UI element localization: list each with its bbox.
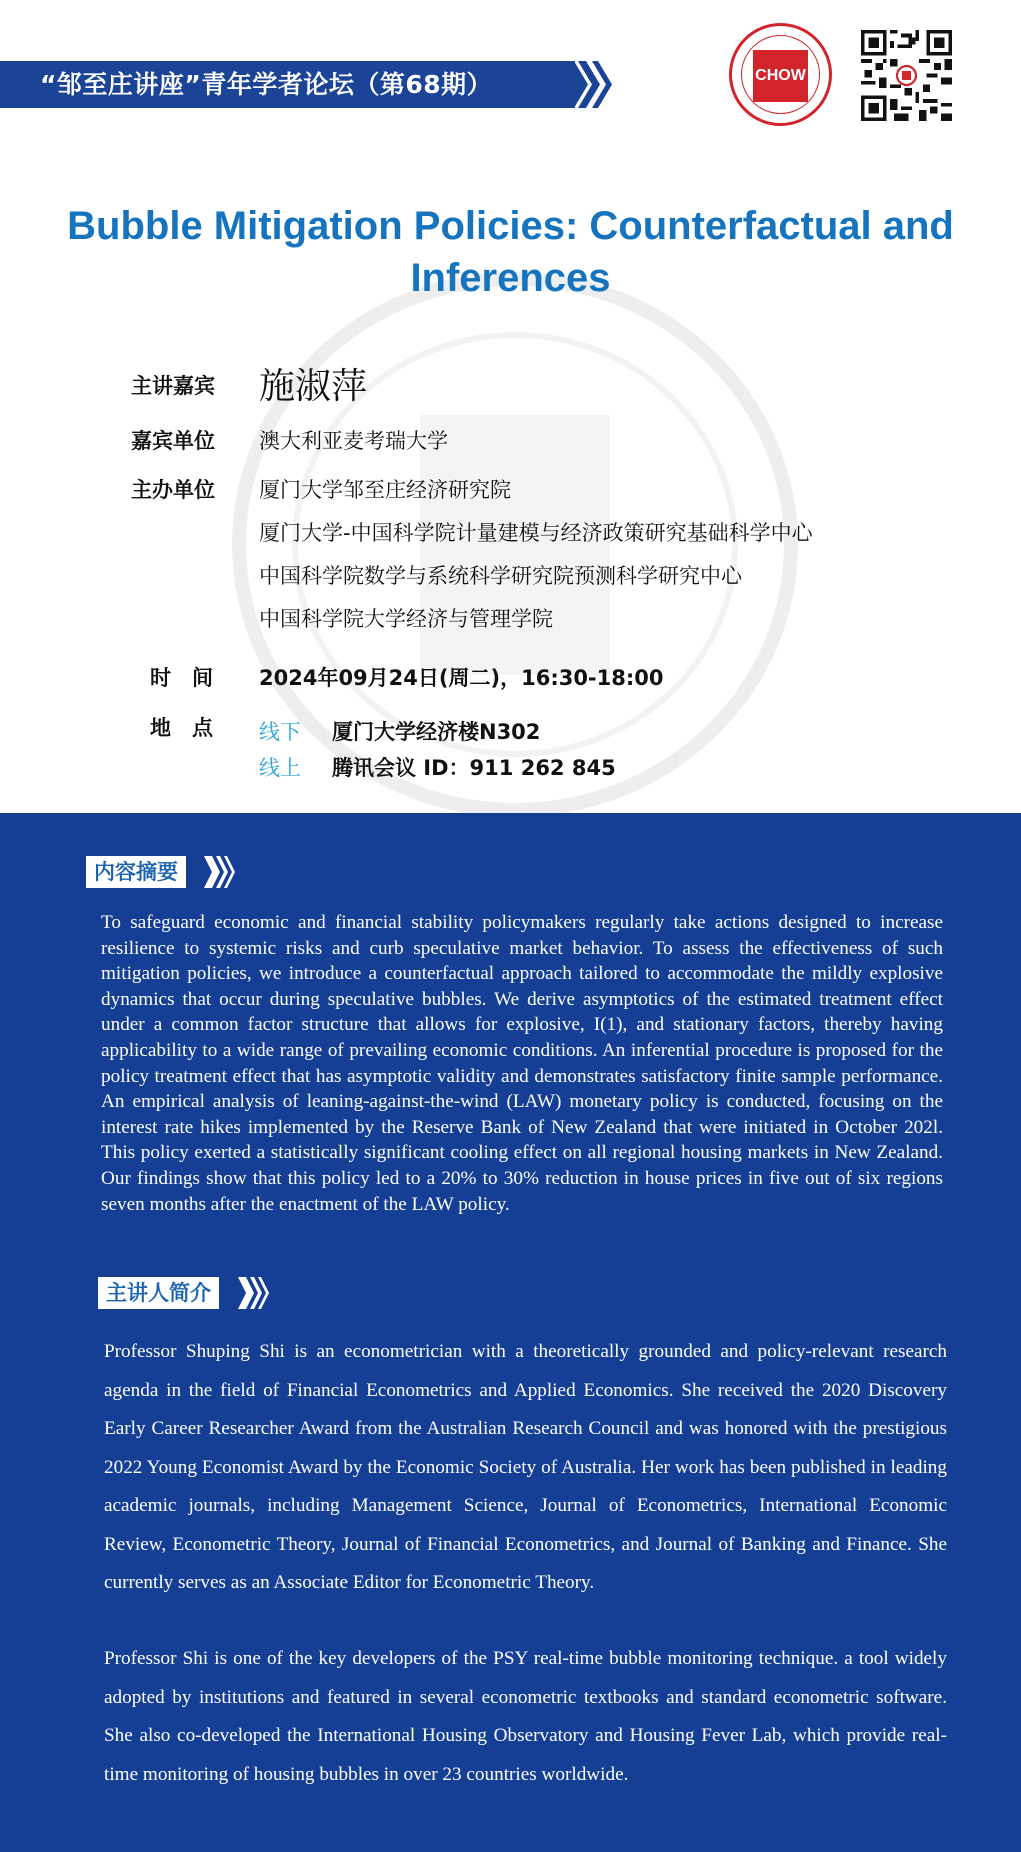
chevrons-icon [560, 61, 622, 108]
qr-code-icon[interactable] [861, 30, 952, 121]
chow-institute-logo [729, 23, 832, 126]
series-title: “邹至庄讲座”青年学者论坛（第68期） [40, 70, 493, 99]
organizer-item: 厦门大学邹至庄经济研究院 [259, 478, 511, 502]
bio-heading: 主讲人简介 [98, 1277, 219, 1309]
bio-paragraph-2: Professor Shi is one of the key developers of the PSY real-time bubble monitoring technique. a tool widely adopted by institutions and featured in several econometric textbooks and standard econometric software. She also co-developed the International Housing Observatory and Housing Fever Lab, which provide real-time monitoring of housing bubbles in over 23 countries worldwide. [104, 1648, 947, 1785]
abstract-heading: 内容摘要 [86, 856, 186, 888]
organizer-item: 厦门大学-中国科学院计量建模与经济政策研究基础科学中心 [259, 521, 813, 545]
online-tag: 线上 [259, 756, 301, 780]
offline-venue: 厦门大学经济楼N302 [332, 720, 541, 744]
chevrons-icon [238, 1277, 278, 1309]
bio-paragraph-1: Professor Shuping Shi is an econometrician with a theoretically grounded and policy-relevant research agenda in the field of Financial Econometrics and Applied Economics. She received the 2020 Discovery Early Career Researcher Award from the Australian Research Council and was honored with the prestigious 2022 Young Economist Award by the Economic Society of Australia. Her work has been published in leading academic journals, including Management Science, Journal of Econometrics, International Economic Review, Econometric Theory, Journal of Financial Econometrics, and Journal of Banking and Finance. She currently serves as an Associate Editor for Econometric Theory. [104, 1341, 947, 1593]
chevrons-icon [204, 856, 244, 888]
organizer-label: 主办单位 [131, 478, 215, 502]
online-venue: 腾讯会议 ID：911 262 845 [332, 756, 616, 780]
time-value: 2024年09月24日(周二)，16:30-18:00 [259, 666, 664, 690]
organizer-item: 中国科学院大学经济与管理学院 [259, 607, 553, 631]
abstract-text: To safeguard economic and financial stability policymakers regularly take actions designed to increase resilience to systemic risks and curb speculative market behavior. To assess the effectiveness of such mitigation policies, we introduce a counterfactual approach tailored to accommodate the mildly explosive dynamics that occur during speculative bubbles. We derive asymptotics of the estimated treatment effect under a common factor structure that allows for explosive, I(1), and stationary factors, thereby having applicability to a wide range of prevailing economic conditions. An inferential procedure is proposed for the policy treatment effect that has asymptotic validity and demonstrates satisfactory finite sample performance. An empirical analysis of leaning-against-the-wind (LAW) monetary policy is conducted, focusing on the interest rate hikes implemented by the Reserve Bank of New Zealand that were initiated in October 202l. This policy exerted a statistically significant cooling effect on all regional housing markets in New Zealand. Our findings show that this policy led to a 20% to 30% reduction in house prices in five out of six regions seven months after the enactment of the LAW policy. [101, 912, 943, 1215]
talk-title-line2: Inferences [410, 256, 611, 300]
talk-title [20, 200, 1001, 304]
organizer-item: 中国科学院数学与系统科学研究院预测科学研究中心 [259, 564, 742, 588]
logo-text: CHOW [753, 50, 808, 102]
time-label: 时 间 [150, 666, 213, 690]
talk-title-line1: Bubble Mitigation Policies: Counterfactual and [67, 204, 954, 248]
speaker-name: 施淑萍 [259, 366, 368, 407]
header-section [0, 0, 1021, 813]
affiliation-value: 澳大利亚麦考瑞大学 [259, 429, 448, 453]
location-label: 地 点 [150, 716, 213, 740]
offline-tag: 线下 [259, 720, 301, 744]
speaker-label: 主讲嘉宾 [131, 374, 215, 398]
affiliation-label: 嘉宾单位 [131, 429, 215, 453]
